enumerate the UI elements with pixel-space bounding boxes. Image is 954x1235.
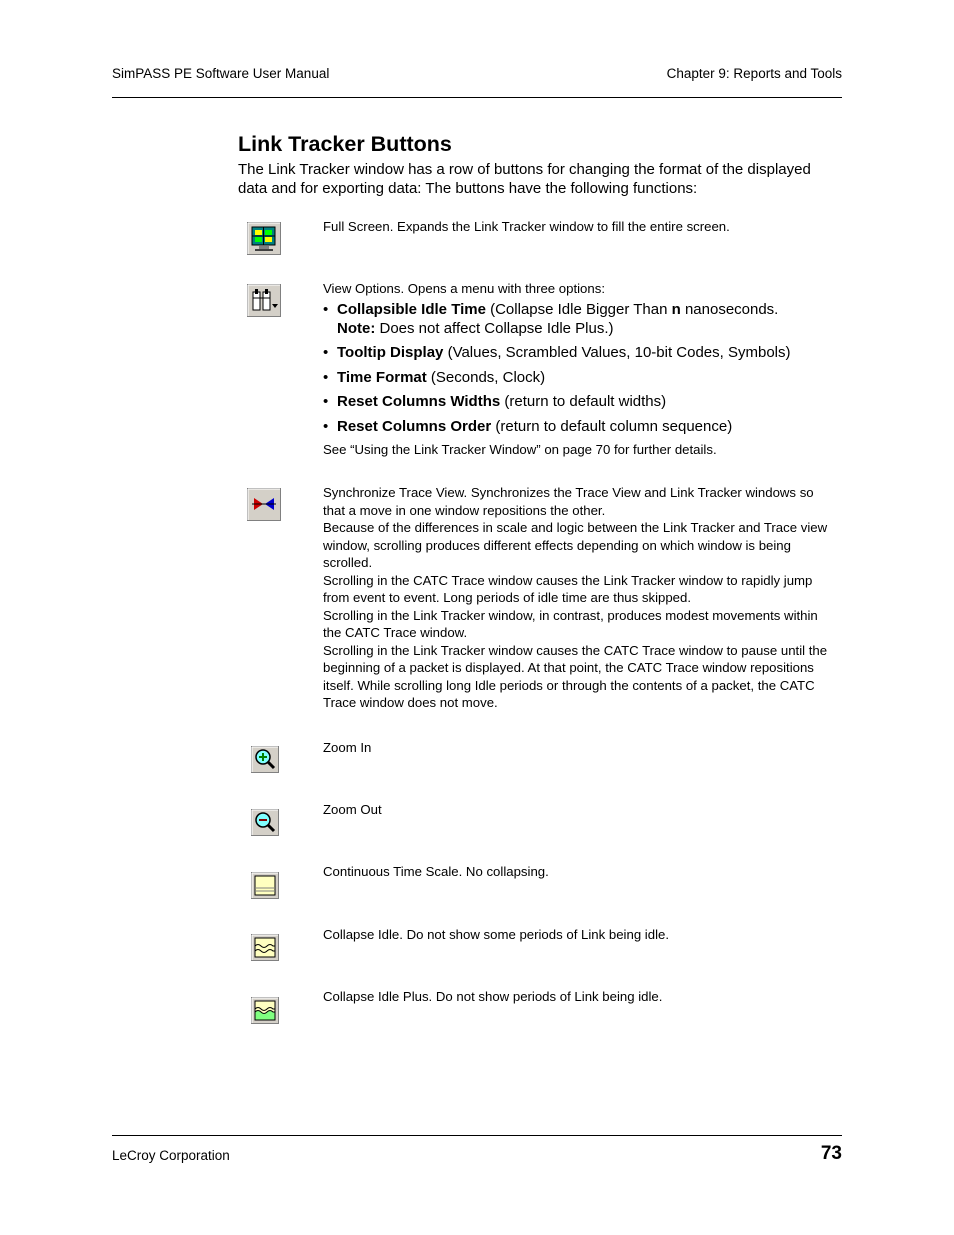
page-number: 73 xyxy=(820,1143,842,1164)
option-text: (Collapse Idle Bigger Than xyxy=(485,300,672,318)
collapse-idle-plus-icon xyxy=(251,997,279,1024)
option-text: (Values, Scrambled Values, 10-bit Codes, Symbols) xyxy=(443,344,791,361)
list-item xyxy=(323,417,843,436)
synchronize-paragraph: Scrolling in the Link Tracker window, in contrast, produces modest movements within the CATC Trace window. xyxy=(323,607,818,640)
option-name: Reset Columns Widths xyxy=(337,393,501,410)
collapse-idle-icon xyxy=(251,934,279,961)
synchronize-paragraph: Because of the differences in scale and logic between the Link Tracker and Trace view window, scrolling produces different effects depending on which window is being scrolled. xyxy=(323,520,828,570)
running-header-chapter: Chapter 9: Reports and Tools xyxy=(666,66,842,81)
continuous-description: Continuous Time Scale. No collapsing. xyxy=(323,864,549,879)
see-also-note: See “Using the Link Tracker Window” on page 70 for further details. xyxy=(323,442,717,457)
option-name: Time Format xyxy=(337,368,427,386)
list-item xyxy=(323,343,843,362)
note-text: Does not affect Collapse Idle Plus.) xyxy=(375,319,614,337)
list-item xyxy=(323,392,843,411)
full-screen-icon xyxy=(247,222,281,255)
note-label: Note: xyxy=(337,319,376,337)
header-rule xyxy=(112,97,842,98)
continuous-time-scale-icon xyxy=(251,872,279,899)
synchronize-icon xyxy=(247,488,281,521)
zoom-out-icon xyxy=(251,809,279,836)
synchronize-paragraph: Scrolling in the CATC Trace window causes the Link Tracker window to rapidly jump from event to event. Long periods of idle time are thus skipped. xyxy=(323,572,813,605)
zoom-in-description: Zoom In xyxy=(323,740,372,755)
zoom-in-icon xyxy=(251,746,279,773)
section-intro: The Link Tracker window has a row of buttons for changing the format of the displayed data and for exporting data: The buttons have the following functions: xyxy=(238,161,811,197)
collapse-idle-plus-description: Collapse Idle Plus. Do not show periods of Link being idle. xyxy=(323,989,663,1004)
option-name: Tooltip Display xyxy=(337,344,444,361)
view-options-icon xyxy=(247,284,281,317)
view-options-block xyxy=(323,280,843,459)
footer-company: LeCroy Corporation xyxy=(112,1148,230,1163)
synchronize-paragraph: Synchronize Trace View. Synchronizes the Trace View and Link Tracker windows so that a move in one window repositions the other. xyxy=(323,485,814,518)
option-name: Collapsible Idle Time xyxy=(337,300,486,318)
running-header-title: SimPASS PE Software User Manual xyxy=(112,66,330,81)
zoom-out-description: Zoom Out xyxy=(323,802,382,817)
footer-rule xyxy=(112,1135,842,1136)
list-item xyxy=(323,368,843,387)
list-item xyxy=(323,300,843,338)
option-var: n xyxy=(671,300,681,318)
option-text: (Seconds, Clock) xyxy=(426,368,546,386)
synchronize-paragraph: Scrolling in the Link Tracker window causes the CATC Trace window to pause until the beginning of a packet is displayed. At that point, the CATC Trace window repositions itself. While scrolling long Idle periods or through the contents of a packet, the CATC Trace window does not move. xyxy=(323,642,828,710)
option-text: nanoseconds. xyxy=(680,300,779,318)
view-options-list xyxy=(323,300,843,436)
option-name: Reset Columns Order xyxy=(337,417,492,435)
view-options-description: View Options. Opens a menu with three options: xyxy=(323,281,605,296)
option-text: (return to default column sequence) xyxy=(491,417,733,435)
full-screen-description: Full Screen. Expands the Link Tracker window to fill the entire screen. xyxy=(323,219,730,234)
synchronize-block xyxy=(323,484,833,712)
option-text: (return to default widths) xyxy=(500,393,667,410)
collapse-idle-description: Collapse Idle. Do not show some periods of Link being idle. xyxy=(323,927,670,942)
section-title: Link Tracker Buttons xyxy=(238,132,452,156)
